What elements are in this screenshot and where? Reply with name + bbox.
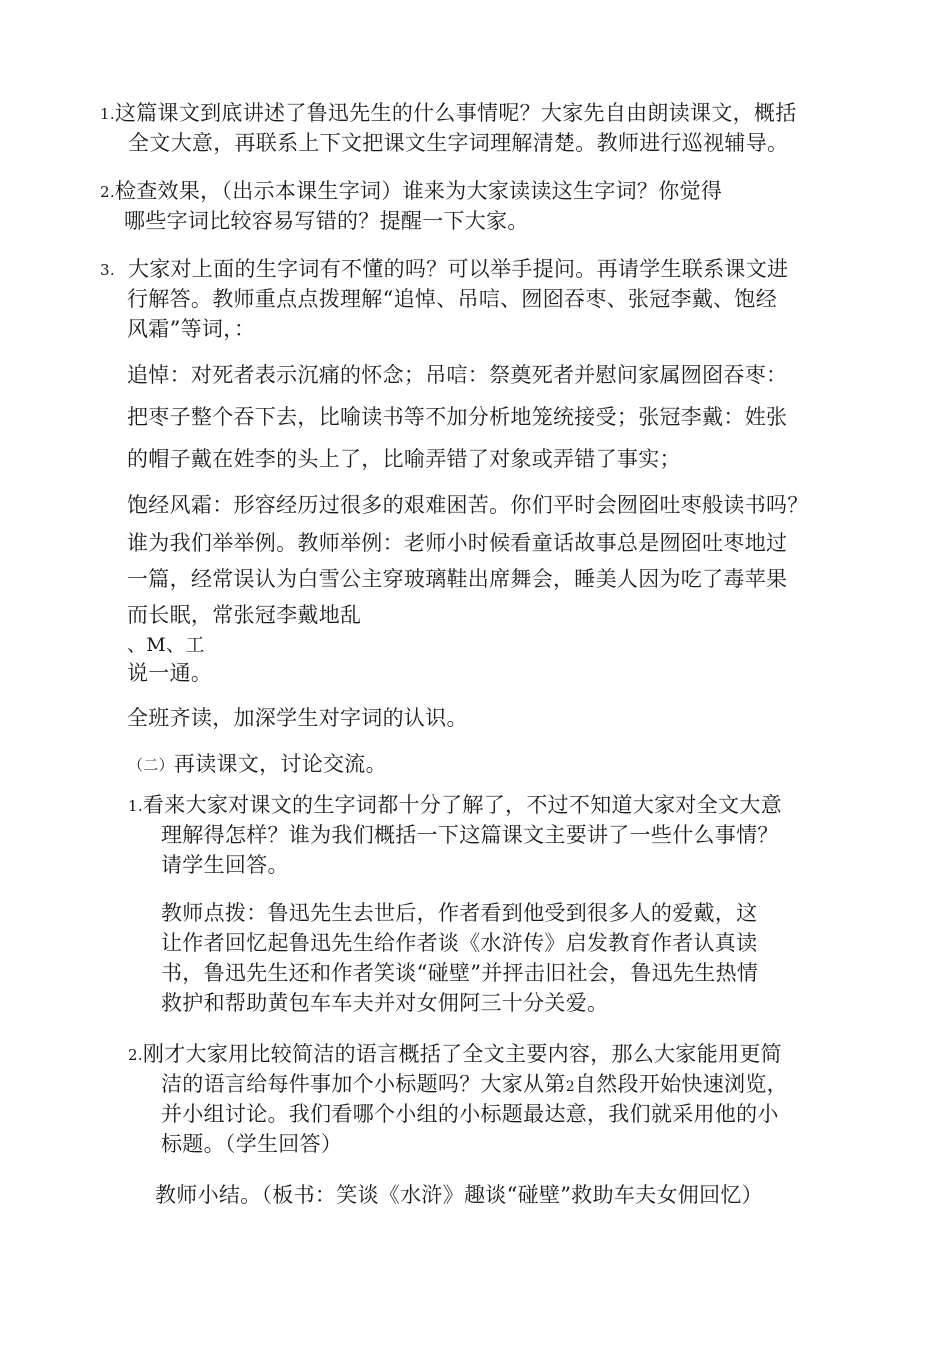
text-line: 说一通。 bbox=[127, 661, 213, 685]
text-line: 让作者回忆起鲁迅先生给作者谈《水浒传》启发教育作者认真读 bbox=[161, 931, 758, 955]
text-line: 教师点拨：鲁迅先生去世后，作者看到他受到很多人的爱戴，这 bbox=[161, 901, 758, 925]
text-line: 、M、工 bbox=[127, 634, 205, 656]
section-heading: （二）再读课文，讨论交流。 bbox=[128, 752, 387, 776]
text-line: 行解答。教师重点点拨理解“追悼、吊唁、囫囵吞枣、张冠李戴、饱经 bbox=[127, 287, 778, 311]
text-line: 并小组讨论。我们看哪个小组的小标题最达意，我们就采用他的小 bbox=[161, 1102, 779, 1126]
text-line: 风霜”等词，： bbox=[127, 317, 256, 341]
text-line: 2.刚才大家用比较简洁的语言概括了全文主要内容，那么大家能用更简 bbox=[128, 1042, 782, 1066]
list-number: 1. bbox=[128, 797, 143, 815]
text-line: 理解得怎样？谁为我们概括一下这篇课文主要讲了一些什么事情？ bbox=[161, 823, 779, 847]
text-line: 追悼：对死者表示沉痛的怀念；吊唁：祭奠死者并慰问家属囫囵吞枣： bbox=[127, 363, 788, 387]
text-line: 救护和帮助黄包车车夫并对女佣阿三十分关爱。 bbox=[161, 991, 609, 1015]
list-number: 2. bbox=[100, 183, 115, 201]
text-line: 全文大意，再联系上下文把课文生字词理解清楚。教师进行巡视辅导。 bbox=[128, 131, 789, 155]
list-number: 3. bbox=[100, 261, 115, 279]
text-line: 洁的语言给每件事加个小标题吗？大家从第2自然段开始快速浏览， bbox=[161, 1072, 788, 1096]
text-line: 而长眠，常张冠李戴地乱 bbox=[127, 603, 362, 627]
text-line: 把枣子整个吞下去，比喻读书等不加分析地笼统接受；张冠李戴：姓张 bbox=[127, 405, 788, 429]
text-line: 哪些字词比较容易写错的？提醒一下大家。 bbox=[124, 209, 529, 233]
text-line: 1.看来大家对课文的生字词都十分了解了，不过不知道大家对全文大意 bbox=[128, 793, 782, 817]
text-line: 的帽子戴在姓李的头上了，比喻弄错了对象或弄错了事实； bbox=[127, 447, 681, 471]
text-line: 一篇，经常误认为白雪公主穿玻璃鞋出席舞会，睡美人因为吃了毒苹果 bbox=[127, 567, 788, 591]
text-line: 全班齐读，加深学生对字词的认识。 bbox=[127, 706, 468, 730]
text-line: 教师小结。（板书：笑谈《水浒》趣谈“碰壁”救助车夫女佣回忆） bbox=[155, 1183, 763, 1207]
text-line: 1.这篇课文到底讲述了鲁迅先生的什么事情呢？大家先自由朗读课文，概括 bbox=[100, 101, 797, 125]
text-line: 请学生回答。 bbox=[161, 853, 289, 877]
text-line: 3. 大家对上面的生字词有不懂的吗？可以举手提问。再请学生联系课文进 bbox=[100, 254, 788, 285]
list-number: 2. bbox=[128, 1046, 143, 1064]
text-line: 书，鲁迅先生还和作者笑谈“碰壁”并抨击旧社会，鲁迅先生热情 bbox=[161, 961, 759, 985]
text-line: 饱经风霜：形容经历过很多的艰难困苦。你们平时会囫囵吐枣般读书吗？ bbox=[127, 493, 809, 517]
text-line: 谁为我们举举例。教师举例：老师小时候看童话故事总是囫囵吐枣地过 bbox=[127, 531, 788, 555]
list-number: 1. bbox=[100, 105, 115, 123]
text-line: 2.检查效果，（出示本课生字词）谁来为大家读读这生字词？你觉得 bbox=[100, 179, 723, 203]
text-line: 标题。（学生回答） bbox=[161, 1132, 343, 1156]
